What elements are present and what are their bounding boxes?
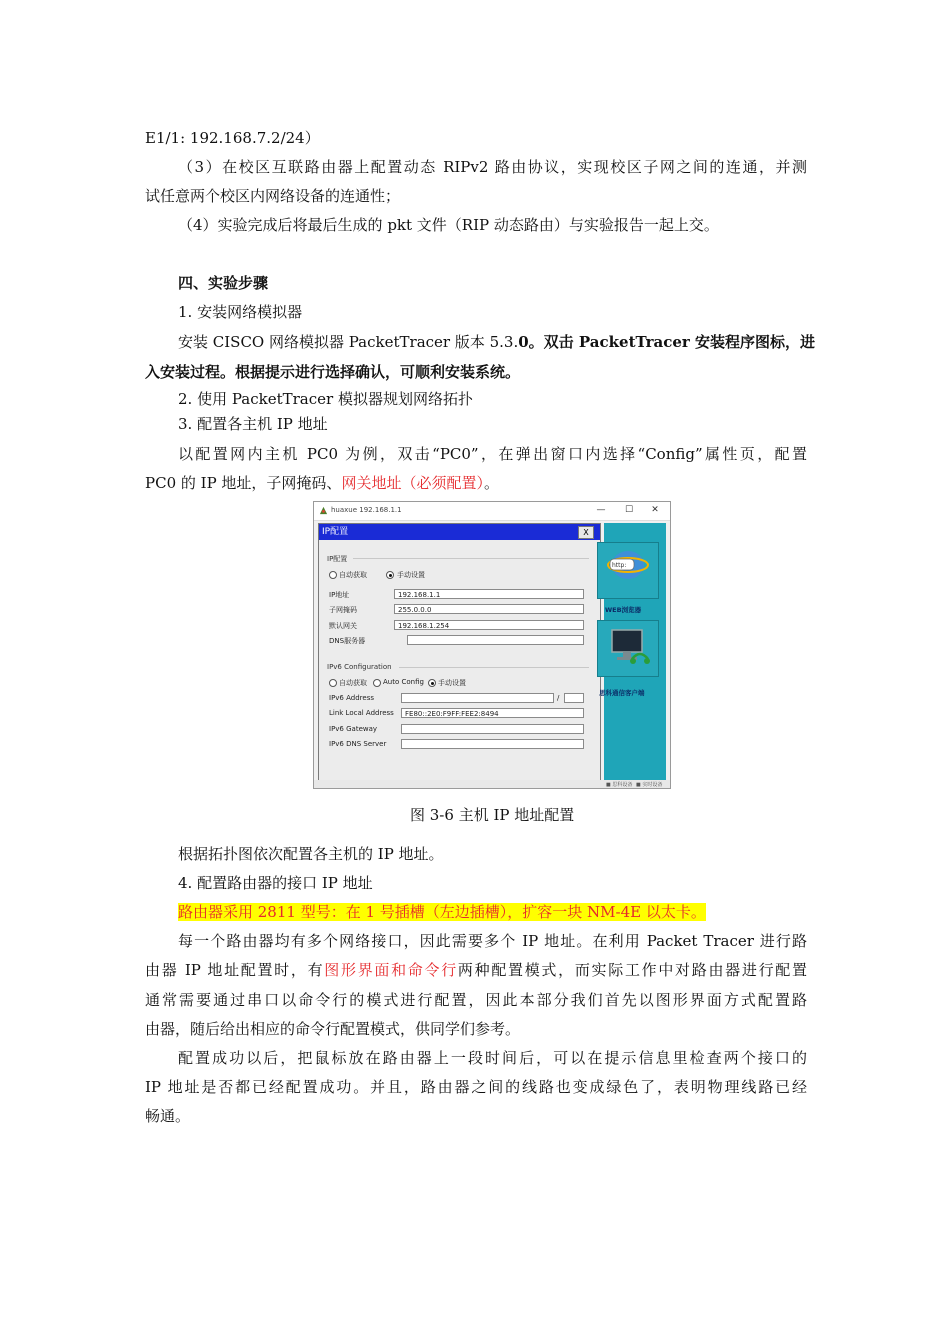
figure-caption: 图 3-6 主机 IP 地址配置 [410, 806, 575, 824]
step-heading: 1. 安装网络模拟器 [178, 303, 303, 321]
text-line: 入安装过程。根据提示进行选择确认，可顺利安装系统。 [145, 363, 521, 381]
text-line: 以配置网内主机 PC0 为例，双击“PC0”，在弹出窗口内选择“Config”属性页，配置 [178, 445, 807, 463]
radio6-dhcp[interactable] [329, 679, 337, 687]
text-line [178, 332, 815, 352]
mask-input[interactable]: 255.0.0.0 [394, 604, 584, 614]
group-divider [399, 667, 589, 668]
text-run: 由器 IP 地址配置时，有 [145, 961, 325, 979]
text-run: 安装 CISCO 网络模拟器 PacketTracer 版本 5.3. [178, 333, 519, 351]
communicator-label: 思科通信客户端 [599, 689, 645, 697]
text-line: E1/1: 192.168.7.2/24） [145, 129, 320, 147]
status-bar [314, 780, 670, 788]
mask-label: 子网掩码 [329, 606, 357, 614]
web-browser-tile[interactable] [597, 542, 659, 599]
text-line [145, 473, 807, 493]
radio-static[interactable] [386, 571, 394, 579]
text-line: 畅通。 [145, 1107, 191, 1125]
text-line: 根据拓扑图依次配置各主机的 IP 地址。 [178, 845, 444, 863]
bold-run: 0。双击 PacketTracer 安装程序图标，进 [518, 333, 815, 351]
communicator-tile[interactable] [597, 620, 659, 677]
ip-input[interactable]: 192.168.1.1 [394, 589, 584, 599]
red-run: 图形界面和命令行 [324, 961, 458, 979]
text-line [145, 960, 807, 980]
step-heading: 3. 配置各主机 IP 地址 [178, 415, 328, 433]
step-heading: 2. 使用 PacketTracer 模拟器规划网络拓扑 [178, 390, 473, 408]
link-local-label: Link Local Address [329, 709, 394, 717]
dialog-titlebar [319, 524, 600, 540]
text-line: 通常需要通过串口以命令行的模式进行配置，因此本部分我们首先以图形界面方式配置路 [145, 991, 807, 1009]
text-line: （4）实验完成后将最后生成的 pkt 文件（RIP 动态路由）与实验报告一起上交。 [178, 216, 719, 234]
group-divider [353, 558, 589, 559]
window-titlebar [314, 502, 670, 521]
radio6-auto[interactable] [373, 679, 381, 687]
ip-config-dialog [318, 523, 601, 785]
radio-dhcp[interactable] [329, 571, 337, 579]
text-line: （3）在校区互联路由器上配置动态 RIPv2 路由协议，实现校区子网之间的连通，并测 [178, 158, 807, 176]
radio6-static[interactable] [428, 679, 436, 687]
web-browser-icon [598, 543, 658, 598]
radio6-dhcp-label: 自动获取 [339, 679, 367, 687]
close-button[interactable]: ✕ [651, 505, 659, 515]
gateway-input[interactable]: 192.168.1.254 [394, 620, 584, 630]
text-line: 由器，随后给出相应的命令行配置模式，供同学们参考。 [145, 1020, 521, 1038]
ipv4-group-label: IP配置 [327, 555, 348, 563]
ipv6-gateway-label: IPv6 Gateway [329, 725, 378, 733]
window-title: huaxue 192.168.1.1 [331, 506, 402, 514]
ipv6-dns-label: IPv6 DNS Server [329, 740, 387, 748]
ip-config-screenshot [313, 501, 671, 789]
dns-label: DNS服务器 [329, 637, 366, 645]
text-run: 。 [483, 474, 499, 492]
ipv6-prefix-input[interactable] [564, 693, 584, 703]
ipv6-dns-input[interactable] [401, 739, 584, 749]
section-heading: 四、实验步骤 [178, 274, 269, 292]
status-item: ■ 思科设备 [606, 782, 633, 788]
dialog-title: IP配置 [322, 527, 349, 537]
web-browser-label: WEB浏览器 [605, 606, 642, 614]
text-run: PC0 的 IP 地址，子网掩码、 [145, 474, 342, 492]
ipv6-address-input[interactable] [401, 693, 554, 703]
ipv6-address-label: IPv6 Address [329, 694, 374, 702]
monitor-headset-icon [598, 621, 658, 676]
text-line: 试任意两个校区内网络设备的连通性； [145, 187, 401, 205]
text-line: 每一个路由器均有多个网络接口，因此需要多个 IP 地址。在利用 Packet Tracer 进行路 [178, 932, 807, 950]
link-local-input[interactable]: FE80::2E0:F9FF:FEE2:8494 [401, 708, 584, 718]
maximize-button[interactable]: ☐ [624, 505, 634, 515]
ipv6-gateway-input[interactable] [401, 724, 584, 734]
status-item: ■ 实时设备 [636, 782, 663, 788]
ipv6-group-label: IPv6 Configuration [327, 663, 392, 671]
gateway-label: 默认网关 [329, 622, 357, 630]
radio-static-label: 手动设置 [397, 571, 425, 579]
radio6-auto-label: Auto Config [383, 678, 424, 686]
highlight-run: 路由器采用 2811 型号：在 1 号插槽（左边插槽），扩容一块 NM-4E 以太卡。 [178, 903, 706, 921]
text-line: IP 地址是否都已经配置成功。并且，路由器之间的线路也变成绿色了，表明物理线路已经 [145, 1078, 807, 1096]
highlighted-note [178, 902, 807, 922]
http-text: http: [612, 562, 627, 569]
step-heading: 4. 配置路由器的接口 IP 地址 [178, 874, 373, 892]
dns-input[interactable] [407, 635, 584, 645]
minimize-button[interactable]: — [596, 505, 606, 515]
text-run: 两种配置模式，而实际工作中对路由器进行配置 [457, 961, 807, 979]
radio6-static-label: 手动设置 [438, 679, 466, 687]
red-run: 网关地址（必须配置） [341, 474, 484, 492]
prefix-slash: / [557, 694, 560, 702]
text-line: 配置成功以后，把鼠标放在路由器上一段时间后，可以在提示信息里检查两个接口的 [178, 1049, 807, 1067]
radio-dhcp-label: 自动获取 [339, 571, 367, 579]
ip-label: IP地址 [329, 591, 350, 599]
packet-tracer-icon [319, 506, 328, 515]
dialog-close-button[interactable]: X [578, 526, 594, 539]
